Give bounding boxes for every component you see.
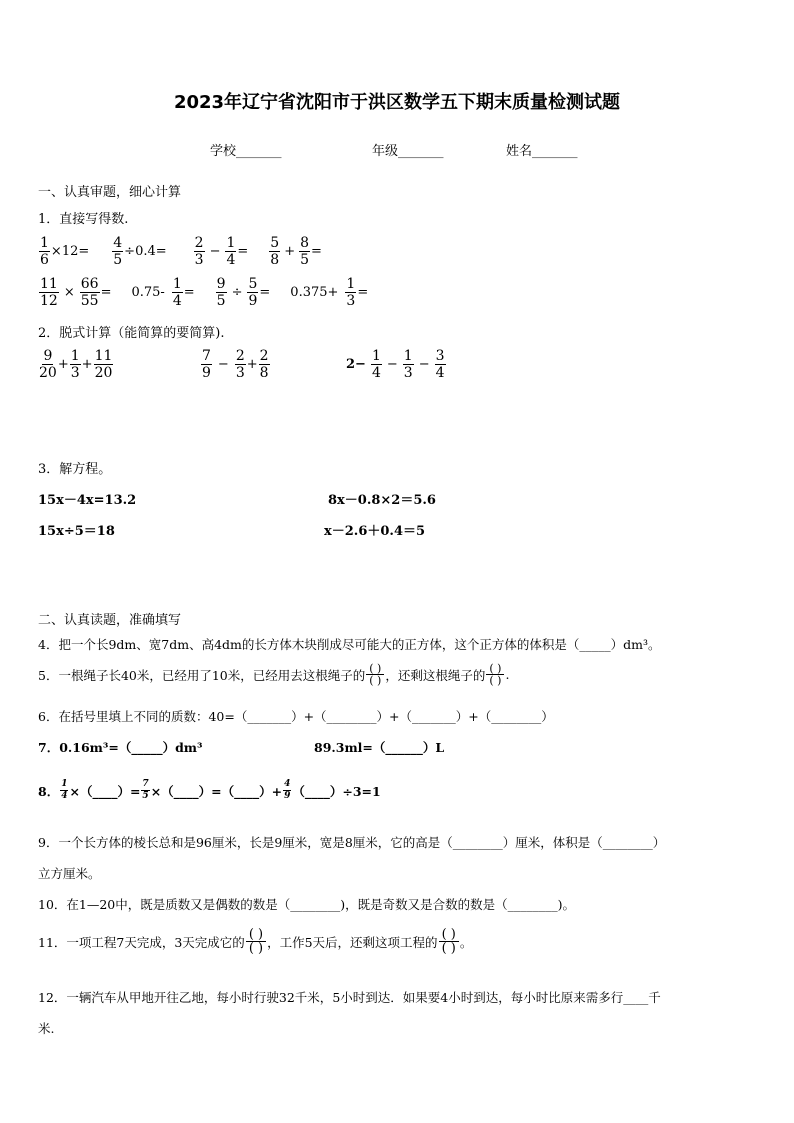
operator: − [386, 357, 398, 372]
q8-text: （____）÷3=1 [292, 783, 381, 799]
equation-2: 8x－0.8×2＝5.6 [328, 493, 436, 508]
expr-text: ÷0.4= [124, 244, 167, 259]
fraction: $\frac{9}{20}$ [39, 348, 57, 381]
equation-3: 15x÷5＝18 [38, 524, 115, 539]
q12-line1: 12．一辆汽车从甲地开往乙地，每小时行驶32千米，5小时到达．如果要4小时到达，每小时比原来需多行____千 [38, 990, 661, 1005]
q2-expr-3 [346, 349, 447, 380]
q3-label: 3．解方程。 [38, 462, 112, 477]
q5 [38, 663, 509, 686]
equation-4: x－2.6＋0.4＝5 [324, 524, 426, 539]
fraction: $\frac{1}{4}$ [172, 276, 182, 309]
q9-line1: 9．一个长方体的棱长总和是96厘米，长是9厘米，宽是8厘米，它的高是（________）厘米，体积是（________） [38, 835, 666, 850]
q7-left: 7．0.16m³=（_____）dm³ [38, 740, 203, 755]
expr-text: = [183, 285, 195, 300]
fraction: $\frac{1}{3}$ [403, 348, 413, 381]
expr-text: = [357, 285, 369, 300]
operator: + [284, 244, 296, 259]
q2-label: 2．脱式计算（能简算的要简算). [38, 326, 225, 341]
q11-text: 11．一项工程7天完成，3天完成它的 [38, 934, 245, 950]
school-field[interactable]: 学校_______ [210, 144, 282, 159]
expr-text: 0.375+ [290, 285, 339, 300]
answer-fraction-blank[interactable]: $\frac{( )}{( )}$ [486, 663, 504, 686]
q1-label: 1．直接写得数. [38, 212, 129, 227]
fraction: $\frac{5}{9}$ [248, 276, 258, 309]
q7-right: 89.3ml=（______）L [314, 740, 445, 755]
q11 [38, 928, 472, 955]
q11-text: ，工作5天后，还剩这项工程的 [267, 934, 438, 950]
q2-expr-1 [38, 349, 114, 380]
expr-text: = [259, 285, 271, 300]
expr-text: ×12= [50, 244, 90, 259]
q8-text: ×（____）=（____）+ [150, 783, 283, 799]
fraction: $\frac{66}{55}$ [80, 276, 99, 309]
q8 [38, 780, 381, 801]
fraction: $\frac{11}{20}$ [94, 348, 113, 381]
fraction: $\frac{8}{5}$ [300, 235, 310, 268]
expr-text: = [237, 244, 249, 259]
q2-expr-2 [200, 349, 271, 380]
q12-line2: 米. [38, 1021, 55, 1036]
fraction: $\frac{1}{4}$ [371, 348, 381, 381]
q8-text: 8． [38, 783, 60, 799]
q9-line2: 立方厘米。 [38, 866, 101, 881]
section2-heading: 二、认真读题，准确填写 [38, 613, 182, 628]
operator: × [63, 285, 75, 300]
operator: + [81, 357, 93, 372]
section1-heading: 一、认真审题，细心计算 [38, 185, 182, 200]
fraction: $\frac{1}{3}$ [346, 276, 356, 309]
expr-text: 0.75- [131, 285, 165, 300]
fraction: $\frac{4}{9}$ [284, 779, 291, 801]
q11-text: 。 [459, 934, 473, 950]
grade-field[interactable]: 年级_______ [372, 144, 444, 159]
q8-text: ×（____）= [69, 783, 141, 799]
operator: − [209, 244, 221, 259]
equation-1: 15x－4x=13.2 [38, 493, 137, 508]
expr-text: = [311, 244, 322, 259]
q6: 6．在括号里填上不同的质数：40=（_______）+（________）+（_______）+（________） [38, 709, 554, 724]
q1-row1 [38, 236, 322, 267]
expr-text: 2− [346, 357, 366, 372]
operator: − [418, 357, 430, 372]
fraction: $\frac{2}{8}$ [259, 348, 269, 381]
fraction: $\frac{4}{5}$ [113, 235, 123, 268]
answer-fraction-blank[interactable]: $\frac{( )}{( )}$ [439, 928, 459, 955]
q5-text: . [505, 667, 510, 682]
fraction: $\frac{5}{8}$ [270, 235, 280, 268]
q5-text: 5．一根绳子长40米，已经用了10米，已经用去这根绳子的 [38, 667, 366, 683]
q4: 4．把一个长9dm、宽7dm、高4dm的长方体木块削成尽可能大的正方体，这个正方体的体积是（_____）dm³。 [38, 637, 661, 652]
fraction: $\frac{9}{5}$ [216, 276, 226, 309]
fraction: $\frac{7}{5}$ [142, 779, 149, 801]
expr-text: = [100, 285, 112, 300]
q5-text: ，还剩这根绳子的 [385, 667, 486, 683]
fraction: $\frac{3}{4}$ [435, 348, 445, 381]
operator: ÷ [231, 285, 243, 300]
answer-fraction-blank[interactable]: $\frac{( )}{( )}$ [246, 928, 266, 955]
operator: − [217, 357, 229, 372]
name-field[interactable]: 姓名_______ [506, 144, 578, 159]
operator: + [246, 357, 258, 372]
q10: 10．在1—20中，既是质数又是偶数的数是（________)，既是奇数又是合数的数是（________)。 [38, 897, 576, 912]
page-title: 2023年辽宁省沈阳市于洪区数学五下期末质量检测试题 [173, 92, 621, 113]
fraction: $\frac{7}{9}$ [202, 348, 211, 381]
fraction: $\frac{11}{12}$ [40, 276, 58, 309]
q1-row2 [38, 277, 368, 308]
fraction: $\frac{2}{3}$ [235, 348, 245, 381]
fraction: $\frac{1}{4}$ [61, 779, 68, 801]
fraction: $\frac{2}{3}$ [194, 235, 204, 268]
fraction: $\frac{1}{3}$ [70, 348, 80, 381]
fraction: $\frac{1}{4}$ [226, 235, 236, 268]
operator: + [57, 357, 69, 372]
answer-fraction-blank[interactable]: $\frac{( )}{( )}$ [366, 663, 384, 686]
fraction: $\frac{1}{6}$ [40, 235, 49, 268]
